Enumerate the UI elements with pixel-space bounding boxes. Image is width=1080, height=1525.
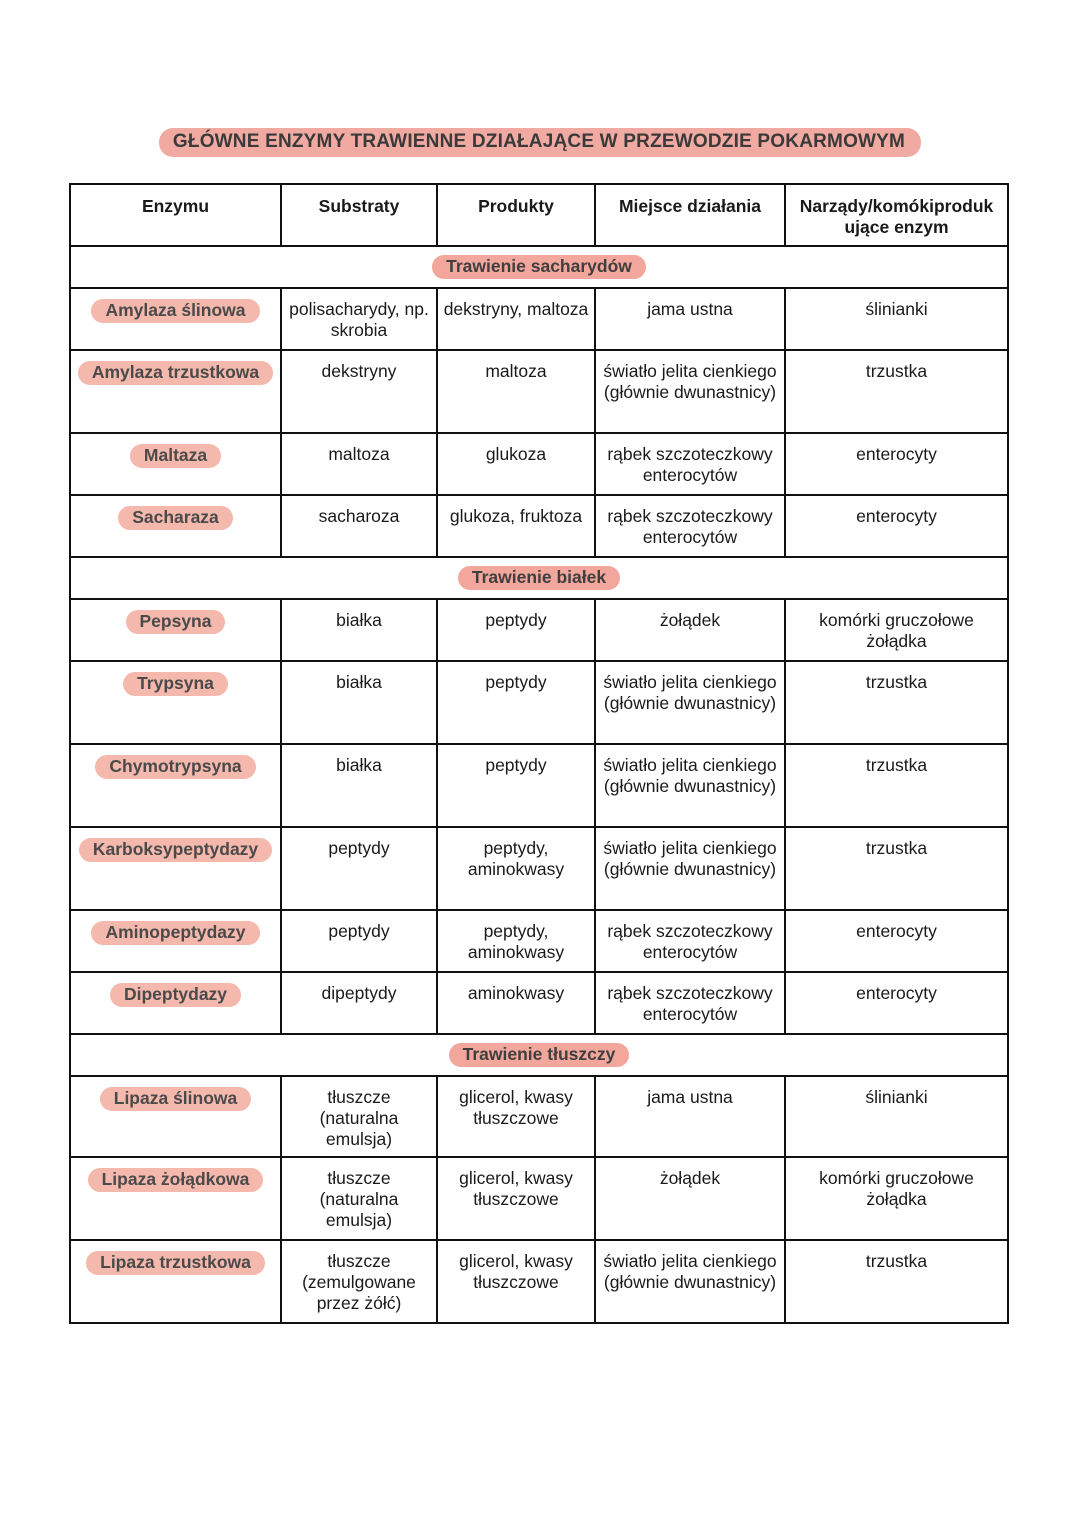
enzymes-table (69, 183, 1009, 1324)
section-row-saccharides (70, 246, 1008, 288)
table-row (70, 661, 1008, 744)
enzyme-name: Lipaza ślinowa (100, 1087, 252, 1111)
section-title-saccharides: Trawienie sacharydów (432, 255, 646, 279)
substrates-cell: białka (281, 599, 437, 661)
site-cell: jama ustna (595, 1076, 785, 1157)
table-row (70, 599, 1008, 661)
substrates-cell: polisacharydy, np. skrobia (281, 288, 437, 350)
enzyme-name: Sacharaza (118, 506, 233, 530)
products-cell: aminokwasy (437, 972, 595, 1034)
site-cell: światło jelita cienkiego (głównie dwunastnicy) (595, 827, 785, 910)
table-row (70, 288, 1008, 350)
site-cell: żołądek (595, 1157, 785, 1240)
site-cell: żołądek (595, 599, 785, 661)
enzyme-name: Aminopeptydazy (91, 921, 259, 945)
organs-cell: trzustka (785, 827, 1008, 910)
organs-cell: enterocyty (785, 433, 1008, 495)
header-organs: Narządy/komókiproduk ujące enzym (785, 184, 1008, 246)
substrates-cell: dipeptydy (281, 972, 437, 1034)
table-row (70, 744, 1008, 827)
substrates-cell: białka (281, 744, 437, 827)
organs-cell: komórki gruczołowe żołądka (785, 1157, 1008, 1240)
products-cell: peptydy (437, 661, 595, 744)
enzyme-name: Chymotrypsyna (95, 755, 255, 779)
table-row (70, 972, 1008, 1034)
substrates-cell: tłuszcze (zemulgowane przez żółć) (281, 1240, 437, 1323)
site-cell: światło jelita cienkiego (głównie dwunastnicy) (595, 744, 785, 827)
table-row (70, 1157, 1008, 1240)
organs-cell: ślinianki (785, 288, 1008, 350)
enzyme-name: Amylaza trzustkowa (78, 361, 273, 385)
site-cell: jama ustna (595, 288, 785, 350)
products-cell: glicerol, kwasy tłuszczowe (437, 1076, 595, 1157)
site-cell: światło jelita cienkiego (głównie dwunastnicy) (595, 1240, 785, 1323)
enzyme-name: Lipaza trzustkowa (86, 1251, 265, 1275)
organs-cell: trzustka (785, 1240, 1008, 1323)
site-cell: światło jelita cienkiego (głównie dwunastnicy) (595, 661, 785, 744)
header-products: Produkty (437, 184, 595, 246)
header-enzyme: Enzymu (70, 184, 281, 246)
site-cell: rąbek szczoteczkowy enterocytów (595, 910, 785, 972)
substrates-cell: maltoza (281, 433, 437, 495)
table-row (70, 433, 1008, 495)
organs-cell: trzustka (785, 350, 1008, 433)
products-cell: glukoza, fruktoza (437, 495, 595, 557)
table-row (70, 827, 1008, 910)
header-site: Miejsce działania (595, 184, 785, 246)
products-cell: peptydy (437, 744, 595, 827)
section-title-proteins: Trawienie białek (458, 566, 620, 590)
site-cell: rąbek szczoteczkowy enterocytów (595, 495, 785, 557)
products-cell: peptydy (437, 599, 595, 661)
substrates-cell: dekstryny (281, 350, 437, 433)
substrates-cell: peptydy (281, 827, 437, 910)
site-cell: rąbek szczoteczkowy enterocytów (595, 433, 785, 495)
header-row (70, 184, 1008, 246)
substrates-cell: peptydy (281, 910, 437, 972)
section-row-fats (70, 1034, 1008, 1076)
title-container (0, 128, 1080, 157)
page-title: GŁÓWNE ENZYMY TRAWIENNE DZIAŁAJĄCE W PRZEWODZIE POKARMOWYM (159, 128, 921, 157)
table-row (70, 495, 1008, 557)
enzyme-name: Karboksypeptydazy (79, 838, 272, 862)
organs-cell: trzustka (785, 661, 1008, 744)
substrates-cell: tłuszcze (naturalna emulsja) (281, 1076, 437, 1157)
substrates-cell: tłuszcze (naturalna emulsja) (281, 1157, 437, 1240)
products-cell: glicerol, kwasy tłuszczowe (437, 1157, 595, 1240)
enzyme-name: Amylaza ślinowa (91, 299, 259, 323)
table-row (70, 350, 1008, 433)
products-cell: peptydy, aminokwasy (437, 827, 595, 910)
products-cell: glicerol, kwasy tłuszczowe (437, 1240, 595, 1323)
organs-cell: enterocyty (785, 495, 1008, 557)
organs-cell: ślinianki (785, 1076, 1008, 1157)
substrates-cell: sacharoza (281, 495, 437, 557)
products-cell: maltoza (437, 350, 595, 433)
products-cell: peptydy, aminokwasy (437, 910, 595, 972)
products-cell: glukoza (437, 433, 595, 495)
section-title-fats: Trawienie tłuszczy (449, 1043, 630, 1067)
enzyme-name: Maltaza (130, 444, 221, 468)
section-row-proteins (70, 557, 1008, 599)
substrates-cell: białka (281, 661, 437, 744)
organs-cell: komórki gruczołowe żołądka (785, 599, 1008, 661)
site-cell: rąbek szczoteczkowy enterocytów (595, 972, 785, 1034)
organs-cell: trzustka (785, 744, 1008, 827)
organs-cell: enterocyty (785, 910, 1008, 972)
table-row (70, 1076, 1008, 1157)
enzyme-name: Dipeptydazy (110, 983, 241, 1007)
enzyme-name: Trypsyna (123, 672, 228, 696)
table-row (70, 1240, 1008, 1323)
enzyme-name: Pepsyna (126, 610, 226, 634)
organs-cell: enterocyty (785, 972, 1008, 1034)
header-substrates: Substraty (281, 184, 437, 246)
products-cell: dekstryny, maltoza (437, 288, 595, 350)
site-cell: światło jelita cienkiego (głównie dwunastnicy) (595, 350, 785, 433)
table-row (70, 910, 1008, 972)
enzyme-name: Lipaza żołądkowa (88, 1168, 264, 1192)
